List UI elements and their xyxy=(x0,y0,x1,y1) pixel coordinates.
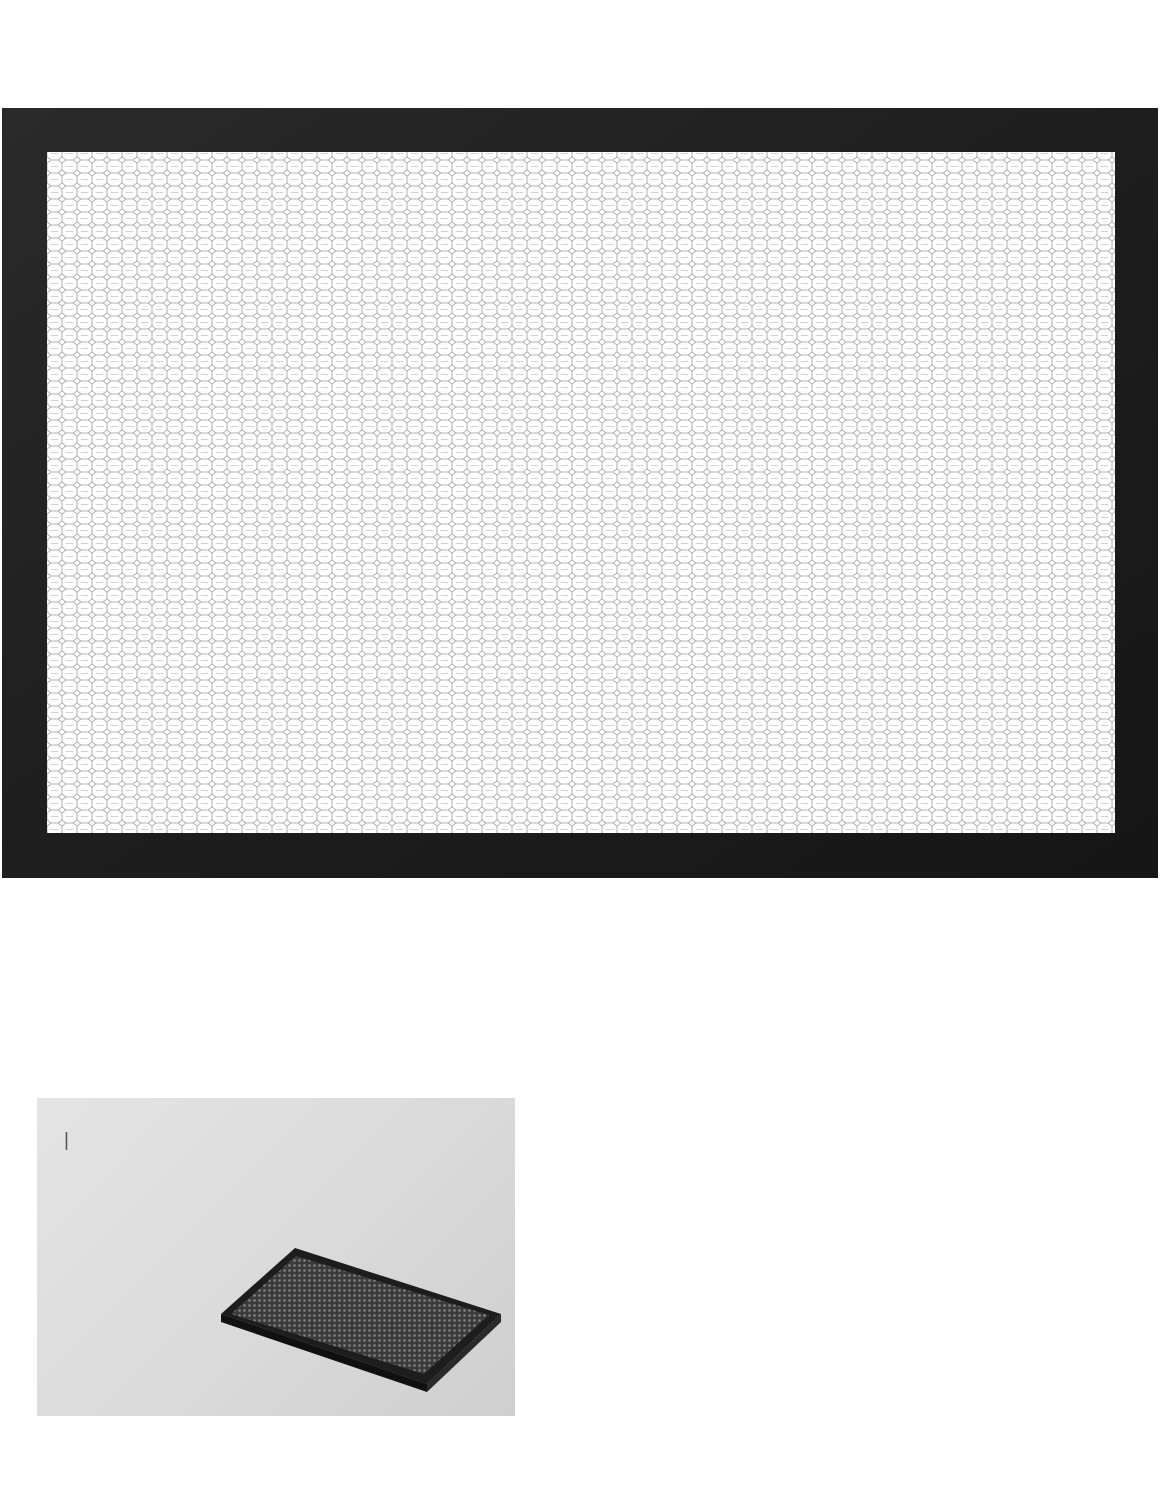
manual-logo-separator: | xyxy=(64,1130,69,1151)
manual-panel-illustration xyxy=(217,1238,515,1398)
material-pins-image xyxy=(730,1100,1150,1400)
page-title xyxy=(0,0,1161,70)
honeycomb-panel-image xyxy=(2,108,1158,878)
honeycomb-mesh xyxy=(47,152,1115,833)
manual-logo xyxy=(59,1130,74,1152)
user-manual-image xyxy=(37,1098,515,1416)
